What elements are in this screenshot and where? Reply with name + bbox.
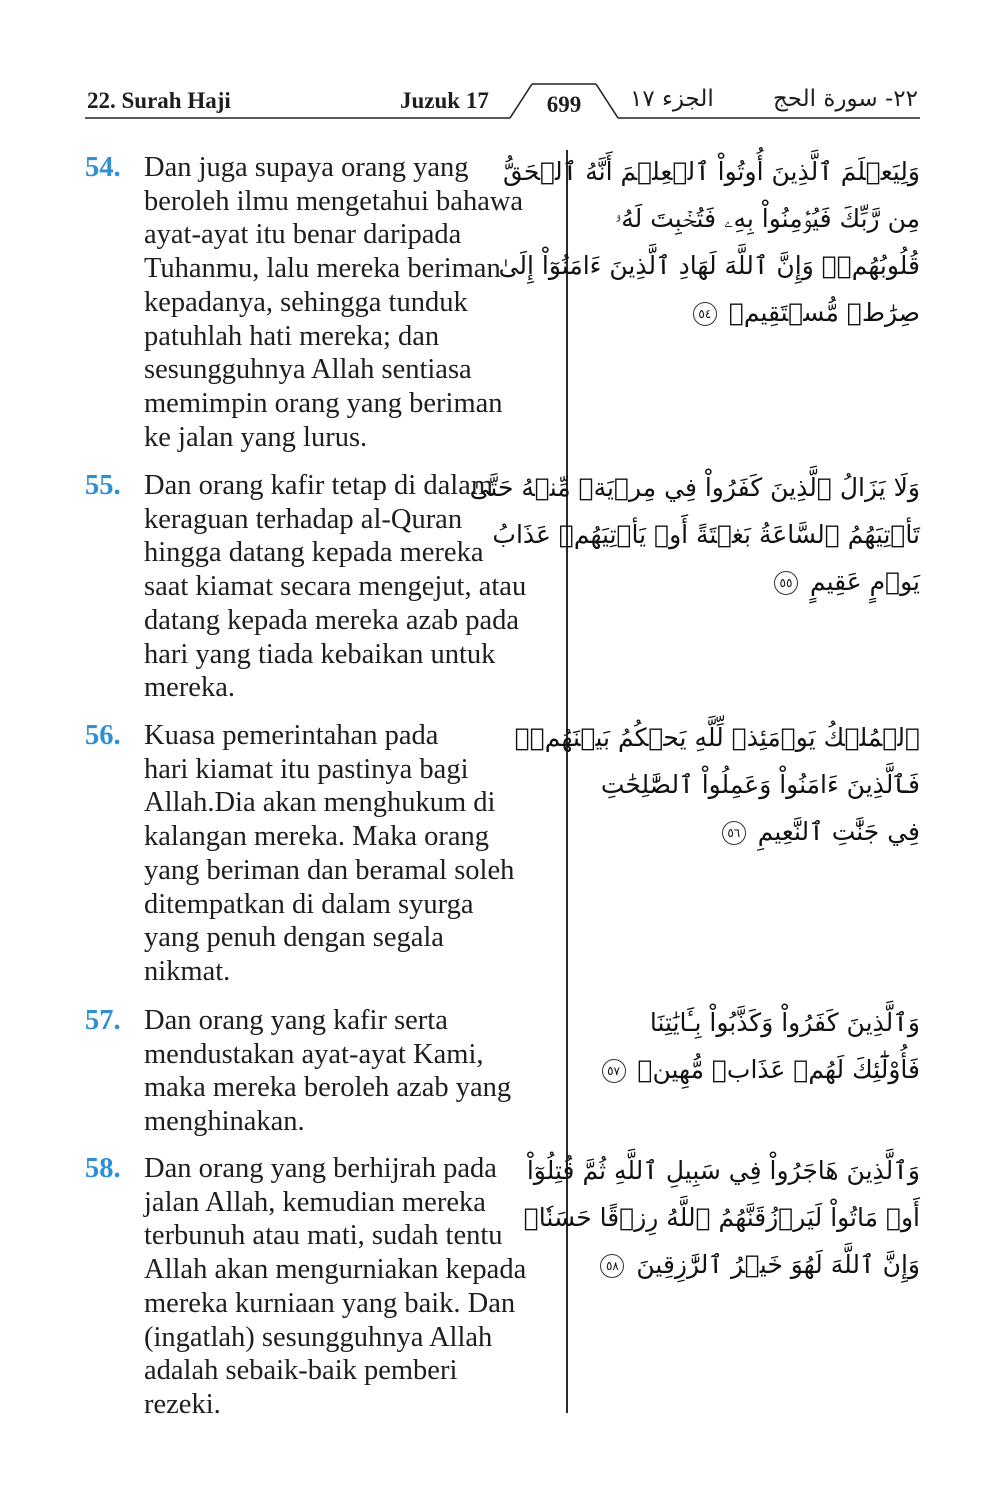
translation-line: ditempatkan di dalam syurga	[144, 888, 474, 920]
arabic-line: وَٱلَّذِينَ هَاجَرُواْ فِي سَبِيلِ ٱللَّهِ ثُمَّ قُتِلُوٓاْ	[526, 1156, 920, 1185]
translation-line: keraguan terhadap al-Quran	[144, 503, 463, 535]
translation-line: Allah.Dia akan menghukum di	[144, 787, 496, 819]
ayah-number-marker: ٥٤	[693, 302, 717, 326]
translation-line: Dan orang yang kafir serta	[144, 1005, 448, 1036]
arabic-line: مِن رَّبِّكَ فَيُؤۡمِنُواْ بِهِۦ فَتُخۡبِتَ لَهُۥ	[615, 204, 920, 233]
arabic-line: وَٱلَّذِينَ كَفَرُواْ وَكَذَّبُواْ بِـَٔايَٰتِنَا	[649, 1008, 920, 1037]
translation-line: hari kiamat itu pastinya bagi	[144, 753, 469, 785]
translation-line: yang beriman dan beramal soleh	[144, 854, 515, 886]
translation-line: terbunuh atau mati, sudah tentu	[144, 1220, 503, 1252]
translation-line: jalan Allah, kemudian mereka	[144, 1186, 486, 1218]
translation-line: Dan orang yang berhijrah pada	[144, 1153, 497, 1184]
verse-arabic-54	[498, 148, 920, 336]
verse-arabic-55	[469, 464, 920, 605]
translation-line: yang penuh dengan segala	[144, 922, 444, 954]
translation-line: kalangan mereka. Maka orang	[144, 821, 490, 853]
verse-translation-57	[85, 1004, 555, 1139]
verse-number: 55.	[85, 470, 121, 501]
translation-line: ayat-ayat itu benar daripada	[144, 219, 462, 251]
translation-line: datang kepada mereka azab pada	[144, 604, 520, 636]
arabic-line: فَأُوْلَٰٓئِكَ لَهُمۡ عَذَابٞ مُّهِينٞ	[637, 1055, 920, 1084]
arabic-line: وَلِيَعۡلَمَ ٱلَّذِينَ أُوتُواْ ٱلۡعِلۡمَ أَنَّهُ ٱلۡحَقُّ	[503, 157, 920, 186]
translation-line: sesungguhnya Allah sentiasa	[144, 354, 472, 386]
translation-line: saat kiamat secara mengejut, atau	[144, 571, 527, 603]
translation-line: nikmat.	[144, 955, 231, 987]
verse-arabic-57	[590, 999, 920, 1093]
arabic-line: فَٱلَّذِينَ ءَامَنُواْ وَعَمِلُواْ ٱلصَّٰلِحَٰتِ	[600, 770, 920, 799]
ayah-number-marker: ٥٨	[600, 1254, 624, 1278]
arabic-line: ٱلۡمُلۡكُ يَوۡمَئِذٖ لِّلَّهِ يَحۡكُمُ بَيۡنَهُمۡۚ	[514, 723, 920, 752]
translation-line: Allah akan mengurniakan kepada	[144, 1254, 527, 1286]
translation-line: memimpin orang yang beriman	[144, 387, 503, 419]
translation-line: hari yang tiada kebaikan untuk	[144, 638, 496, 670]
translation-line: adalah sebaik-baik pemberi	[144, 1355, 458, 1387]
ayah-number-marker: ٥٧	[602, 1059, 626, 1083]
ayah-number-marker: ٥٦	[722, 821, 746, 845]
translation-line: maka mereka beroleh azab yang	[144, 1072, 512, 1104]
translation-line: ke jalan yang lurus.	[144, 421, 368, 453]
surah-title-arabic: ٢٢- سورة الحج	[772, 86, 918, 112]
translation-line: Kuasa pemerintahan pada	[144, 720, 439, 751]
arabic-line: فِي جَنَّٰتِ ٱلنَّعِيمِ	[757, 817, 920, 846]
verse-number: 57.	[85, 1005, 121, 1036]
translation-line: mereka kurniaan yang baik. Dan	[144, 1287, 516, 1319]
surah-title-latin: 22. Surah Haji	[87, 88, 231, 113]
verse-translation-54	[85, 151, 555, 454]
translation-line: mereka.	[144, 672, 235, 704]
verse-number: 54.	[85, 152, 121, 183]
verse-number: 56.	[85, 720, 121, 751]
translation-line: menghinakan.	[144, 1106, 305, 1138]
translation-line: Dan orang kafir tetap di dalam	[144, 470, 493, 501]
translation-line: Tuhanmu, lalu mereka beriman	[144, 253, 501, 285]
page-number: 699	[546, 92, 582, 117]
arabic-line: وَإِنَّ ٱللَّهَ لَهُوَ خَيۡرُ ٱلرَّٰزِقِينَ	[636, 1250, 920, 1279]
arabic-line: تَأۡتِيَهُمُ ٱلسَّاعَةُ بَغۡتَةً أَوۡ يَأۡتِيَهُمۡ عَذَابُ	[492, 520, 920, 549]
verse-arabic-58	[523, 1147, 920, 1288]
translation-line: mendustakan ayat-ayat Kami,	[144, 1038, 484, 1070]
verse-translation-56	[85, 719, 555, 989]
translation-line: patuhlah hati mereka; dan	[144, 320, 440, 352]
translation-line: Dan juga supaya orang yang	[144, 152, 469, 183]
arabic-line: وَلَا يَزَالُ ٱلَّذِينَ كَفَرُواْ فِي مِرۡيَةٖ مِّنۡهُ حَتَّىٰ	[469, 473, 920, 502]
arabic-line: صِرَٰطٖ مُّسۡتَقِيمٖ	[728, 298, 920, 327]
juzuk-label-arabic: الجزء ١٧	[630, 86, 714, 112]
verse-translation-58	[85, 1152, 555, 1422]
juzuk-label-latin: Juzuk 17	[400, 88, 489, 113]
arabic-line: قُلُوبُهُمۡۗ وَإِنَّ ٱللَّهَ لَهَادِ ٱلَّذِينَ ءَامَنُوٓاْ إِلَىٰ	[498, 251, 920, 280]
translation-line: hingga datang kepada mereka	[144, 537, 484, 569]
ayah-number-marker: ٥٥	[774, 571, 798, 595]
translation-line: beroleh ilmu mengetahui bahawa	[144, 185, 524, 217]
verse-number: 58.	[85, 1153, 121, 1184]
translation-line: kepadanya, sehingga tunduk	[144, 286, 468, 318]
verse-arabic-56	[514, 714, 920, 855]
page-header	[85, 80, 920, 122]
arabic-line: يَوۡمٍ عَقِيمٍ	[809, 567, 920, 596]
translation-line: rezeki.	[144, 1388, 221, 1420]
translation-line: (ingatlah) sesungguhnya Allah	[144, 1321, 493, 1353]
arabic-line: أَوۡ مَاتُواْ لَيَرۡزُقَنَّهُمُ ٱللَّهُ رِزۡقًا حَسَنٗاۚ	[523, 1203, 920, 1232]
